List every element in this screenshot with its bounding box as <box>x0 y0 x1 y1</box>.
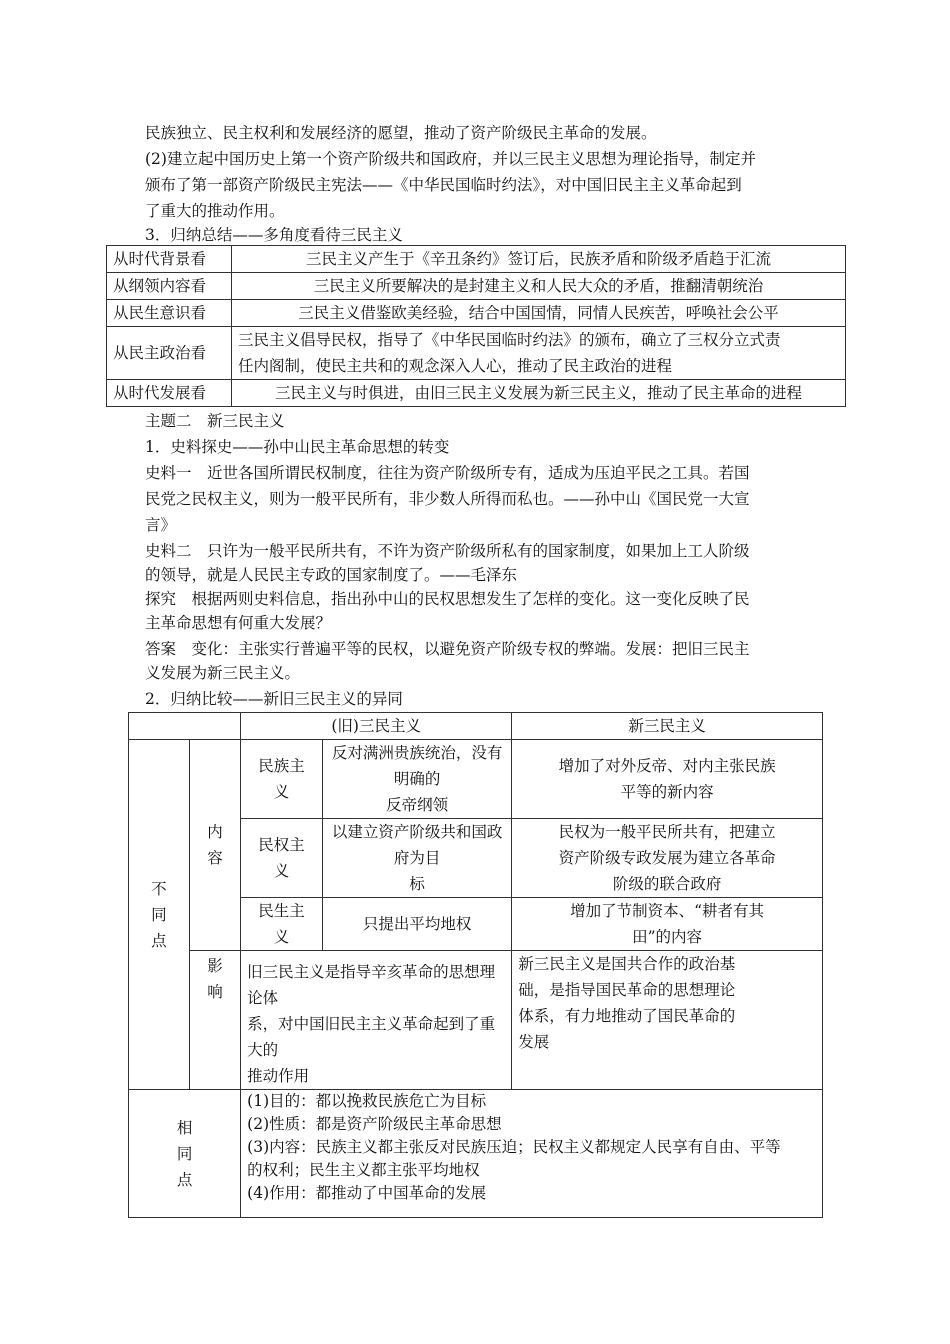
label-line: 民族主 <box>258 757 305 775</box>
label-line: 民权主 <box>258 836 305 854</box>
subheading-2: 2．归纳比较——新旧三民主义的异同 <box>145 690 403 708</box>
cell-line: 标 <box>409 875 425 893</box>
answer-line: 答案 变化：主张实行普遍平等的民权，以避免资产阶级专权的弊端。发展：把旧三民主 <box>145 640 750 658</box>
impact-new <box>512 951 823 1090</box>
subheading-1: 1．史料探史——孙中山民主革命思想的转变 <box>145 438 450 456</box>
row-label: 从纲领内容看 <box>107 273 232 300</box>
same-item: 的权利；民生主义都主张平均地权 <box>247 1161 480 1179</box>
cell-line: 反帝纲领 <box>386 796 449 814</box>
cell-line: 以建立资产阶级共和国政府为目 <box>331 823 503 867</box>
row-text: 三民主义借鉴欧美经验，结合中国国情，同情人民疾苦，呼唤社会公平 <box>232 300 846 327</box>
comparison-table <box>128 712 823 1218</box>
explore-line: 探究 根据两则史料信息，指出孙中山的民权思想发生了怎样的变化。这一变化反映了民 <box>145 590 750 608</box>
cell-line: 增加了节制资本、“耕者有其 <box>570 902 765 920</box>
source-1-line: 民党之民权主义，则为一般平民所有，非少数人所得而私也。——孙中山《国民党一大宣 <box>145 490 750 508</box>
table-row <box>129 951 823 1090</box>
header-new: 新三民主义 <box>512 713 823 740</box>
label-char: 影 <box>207 957 223 975</box>
row-label: 从时代背景看 <box>107 246 232 273</box>
cell-line: 增加了对外反帝、对内主张民族 <box>558 757 776 775</box>
label-char: 点 <box>176 1170 193 1189</box>
label-line: 义 <box>273 862 290 880</box>
same-item: (3)内容：民族主义都主张反对民族压迫；民权主义都规定人民享有自由、平等 <box>247 1138 781 1156</box>
row-text-line: 三民主义倡导民权，指导了《中华民国临时约法》的颁布，确立了三权分立式责 <box>238 331 781 349</box>
cell-line: 田”的内容 <box>632 928 703 946</box>
label-line: 民生主 <box>258 902 305 920</box>
cell-line: 系，对中国旧民主主义革命起到了重大的 <box>247 1015 496 1059</box>
minsheng-label <box>241 898 323 951</box>
minzu-label <box>241 740 323 819</box>
row-label: 从民生意识看 <box>107 300 232 327</box>
answer-line: 义发展为新三民主义。 <box>145 664 301 682</box>
table-row <box>107 300 846 327</box>
table-row <box>107 273 846 300</box>
intro-line-3: 颁布了第一部资产阶级民主宪法——《中华民国临时约法》，对中国旧民主主义革命起到 <box>145 176 742 194</box>
minzu-old <box>322 740 511 819</box>
topic-2-heading: 主题二 新三民主义 <box>145 412 285 430</box>
cell-line: 平等的新内容 <box>620 783 714 801</box>
row-text: 三民主义与时俱进，由旧三民主义发展为新三民主义，推动了民主革命的进程 <box>232 380 846 407</box>
source-2-line: 的领导，就是人民民主专政的国家制度了。——毛泽东 <box>145 566 518 584</box>
intro-line-2: (2)建立起中国历史上第一个资产阶级共和国政府，并以三民主义思想为理论指导，制定并 <box>145 150 756 168</box>
perspective-table <box>106 245 846 407</box>
label-line: 义 <box>273 783 290 801</box>
minquan-label <box>241 819 323 898</box>
different-points-label <box>129 740 190 1090</box>
minquan-new <box>512 819 823 898</box>
cell-line: 础，是指导国民革命的思想理论 <box>518 981 736 999</box>
label-line: 义 <box>273 928 290 946</box>
label-char: 响 <box>207 983 223 1001</box>
label-char: 同 <box>151 905 167 924</box>
row-label: 从民主政治看 <box>107 327 232 380</box>
cell-line: 阶级的联合政府 <box>612 875 722 893</box>
table-row <box>107 380 846 407</box>
cell-line: 资产阶级专政发展为建立各革命 <box>558 849 776 867</box>
minsheng-old: 只提出平均地权 <box>322 898 511 951</box>
impact-old <box>241 951 512 1090</box>
cell-line: 旧三民主义是指导辛亥革命的思想理论体 <box>247 963 496 1007</box>
impact-label <box>189 951 240 1090</box>
header-old: (旧)三民主义 <box>241 713 512 740</box>
same-item: (1)目的：都以挽救民族危亡为目标 <box>247 1092 487 1110</box>
label-char: 不 <box>151 879 167 898</box>
content-label <box>189 740 240 951</box>
minsheng-new <box>512 898 823 951</box>
label-char: 容 <box>207 849 223 867</box>
intro-line-1: 民族独立、民主权利和发展经济的愿望，推动了资产阶级民主革命的发展。 <box>145 124 657 142</box>
intro-line-4: 了重大的推动作用。 <box>145 202 285 220</box>
explore-line: 主革命思想有何重大发展？ <box>145 614 332 632</box>
cell-line: 新三民主义是国共合作的政治基 <box>518 955 736 973</box>
same-item: (4)作用：都推动了中国革命的发展 <box>247 1184 487 1202</box>
cell-line: 推动作用 <box>247 1067 310 1085</box>
source-1-line: 史料一 近世各国所谓民权制度，往往为资产阶级所专有，适成为压迫平民之工具。若国 <box>145 464 750 482</box>
label-char: 内 <box>207 823 223 841</box>
source-2-line: 史料二 只许为一般平民所共有，不许为资产阶级所私有的国家制度，如果加上工人阶级 <box>145 542 750 560</box>
label-char: 相 <box>176 1118 193 1137</box>
row-text-line: 任内阁制，使民主共和的观念深入人心，推动了民主政治的进程 <box>238 357 673 375</box>
label-char: 点 <box>151 931 167 950</box>
table-row <box>107 246 846 273</box>
row-text: 三民主义所要解决的是封建主义和人民大众的矛盾，推翻清朝统治 <box>232 273 846 300</box>
cell-line: 民权为一般平民所共有，把建立 <box>558 823 776 841</box>
source-1-line: 言》 <box>145 516 177 534</box>
same-points-content <box>241 1090 823 1218</box>
section-3-heading: 3．归纳总结——多角度看待三民主义 <box>145 226 403 244</box>
row-text <box>232 327 846 380</box>
cell-line: 反对满洲贵族统治，没有明确的 <box>331 744 503 788</box>
cell-line: 体系，有力地推动了国民革命的 <box>518 1007 736 1025</box>
minzu-new <box>512 740 823 819</box>
table-row <box>107 327 846 380</box>
cell-line: 发展 <box>518 1033 550 1051</box>
table-row <box>129 740 823 819</box>
row-label: 从时代发展看 <box>107 380 232 407</box>
label-char: 同 <box>176 1144 193 1163</box>
table-row <box>129 713 823 740</box>
table-row <box>129 1090 823 1218</box>
row-text: 三民主义产生于《辛丑条约》签订后，民族矛盾和阶级矛盾趋于汇流 <box>232 246 846 273</box>
same-points-label <box>129 1090 241 1218</box>
minquan-old <box>322 819 511 898</box>
same-item: (2)性质：都是资产阶级民主革命思想 <box>247 1115 502 1133</box>
empty-cell <box>129 713 241 740</box>
